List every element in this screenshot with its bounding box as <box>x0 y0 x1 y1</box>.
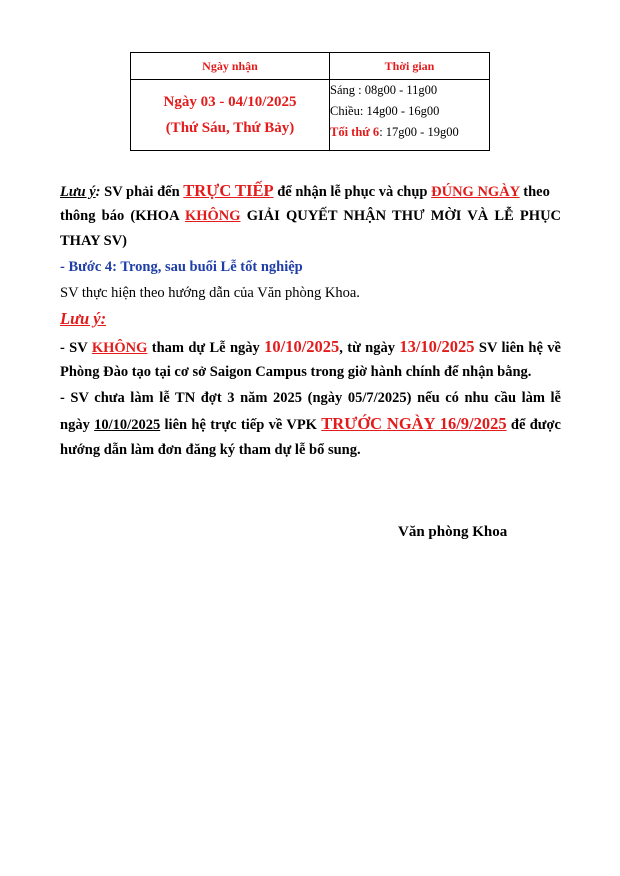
note2-p1-text-c: , từ ngày <box>339 340 400 356</box>
date-weekdays: (Thứ Sáu, Thứ Bảy) <box>165 120 295 136</box>
note2-p2-line2 <box>60 414 561 434</box>
note1-line2-text-b: GIẢI QUYẾT NHẬN THƯ MỜI VÀ LỄ PHỤC <box>240 208 562 224</box>
header-date: Ngày nhận <box>131 53 330 80</box>
table-row <box>131 80 490 151</box>
note2-p1-text-d: SV liên hệ về <box>474 340 561 356</box>
note2-date-from: 13/10/2025 <box>399 337 475 356</box>
note2-p1-line1 <box>60 337 561 357</box>
note2-p2-text-a: ngày <box>60 417 95 433</box>
note2-p2-line1: - SV chưa làm lễ TN đợt 3 năm 2025 (ngày 05/7/2025) nếu có nhu cầu làm lễ <box>60 390 561 406</box>
note2-p1-text-a: - SV <box>60 340 92 356</box>
note1-colon: : <box>95 184 101 200</box>
note2-p1-line2: Phòng Đào tạo tại cơ sở Saigon Campus trong giờ hành chính để nhận bằng. <box>60 364 532 380</box>
note1-emphasis-not: KHÔNG <box>184 208 241 224</box>
note1-emphasis-direct: TRỰC TIẾP <box>183 181 274 200</box>
note2-p2-text-b: liên hệ trực tiếp về VPK <box>160 417 322 433</box>
note1-line2-text-a: thông báo (KHOA <box>60 208 185 224</box>
time-evening <box>330 122 489 143</box>
note1-line2 <box>60 208 561 225</box>
step4-text: SV thực hiện theo hướng dẫn của Văn phòng Khoa. <box>60 285 360 301</box>
note2-date-ceremony: 10/10/2025 <box>264 337 340 356</box>
time-evening-label: Tối thứ 6 <box>330 125 380 139</box>
date-cell <box>131 80 330 151</box>
note1-text2: để nhận lễ phục và chụp <box>273 184 432 200</box>
note1-line1 <box>60 181 561 201</box>
date-range: Ngày 03 - 04/10/2025 <box>163 94 297 110</box>
step4-title: - Bước 4: Trong, sau buổi Lễ tốt nghiệp <box>60 259 303 275</box>
table-header-row <box>131 53 490 80</box>
note1-label: Lưu ý <box>60 184 96 200</box>
note2-p1-text-b: tham dự Lễ ngày <box>147 340 265 356</box>
note1-text3: theo <box>519 184 550 200</box>
note2-emphasis-deadline: TRƯỚC NGÀY 16/9/2025 <box>321 414 507 433</box>
schedule-table <box>130 52 490 151</box>
time-afternoon: Chiều: 14g00 - 16g00 <box>330 104 440 118</box>
note2-label: Lưu ý: <box>60 309 107 328</box>
time-evening-value: : 17g00 - 19g00 <box>379 125 459 139</box>
note2-date-underlined: 10/10/2025 <box>94 417 161 433</box>
note1-line3: THAY SV) <box>60 233 128 249</box>
time-morning: Sáng : 08g00 - 11g00 <box>330 83 438 97</box>
note1-text1: SV phải đến <box>100 184 184 200</box>
note2-emphasis-not: KHÔNG <box>91 340 148 356</box>
note1-emphasis-correct-day: ĐÚNG NGÀY <box>431 184 520 200</box>
note2-p2-line3: hướng dẫn làm đơn đăng ký tham dự lễ bổ sung. <box>60 442 361 458</box>
signature: Văn phòng Khoa <box>398 524 508 540</box>
note2-p2-text-c: để được <box>506 417 561 433</box>
time-cell <box>330 80 490 151</box>
header-time: Thời gian <box>330 53 490 80</box>
